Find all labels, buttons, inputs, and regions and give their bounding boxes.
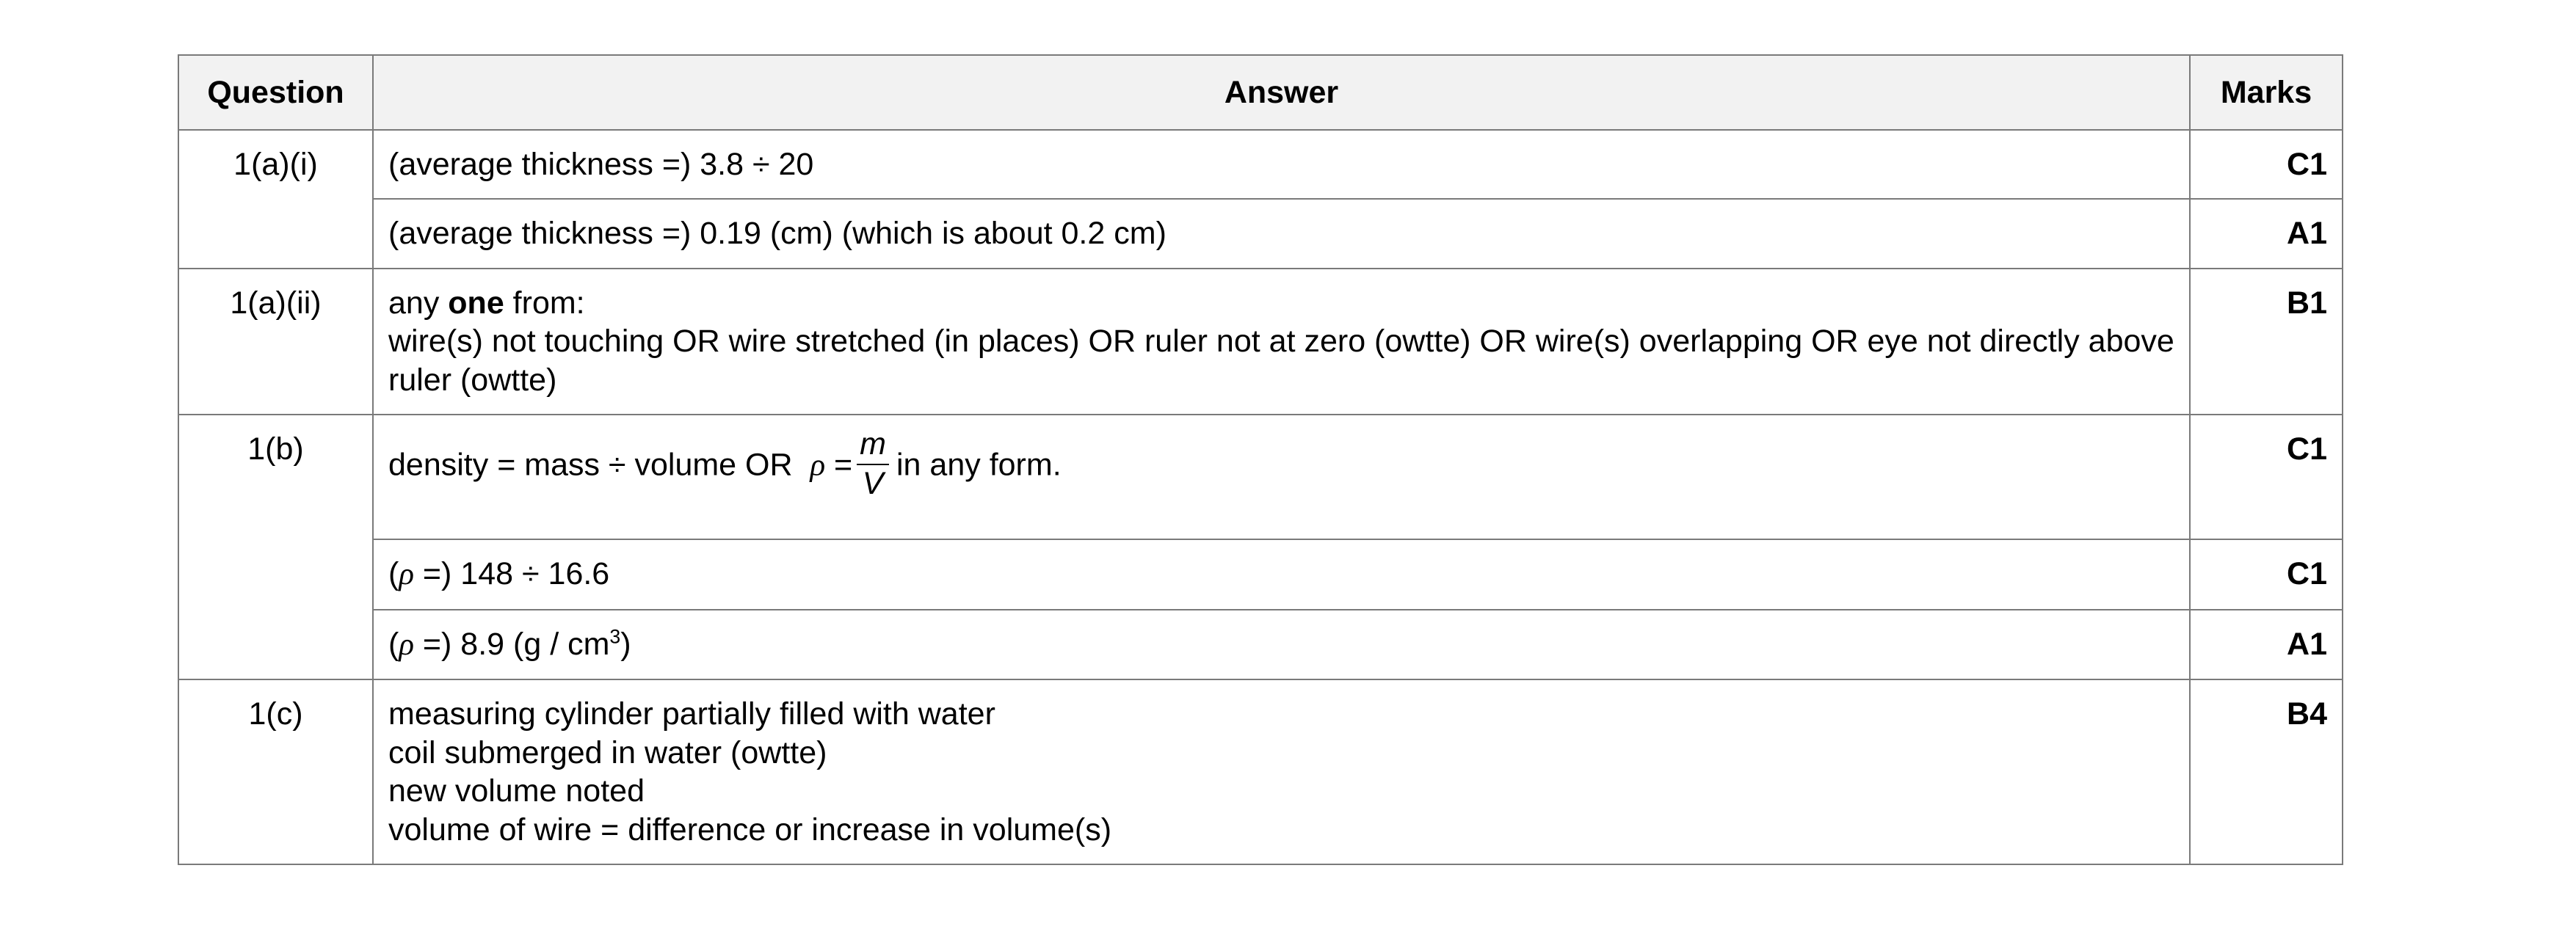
fraction-denominator: V bbox=[862, 465, 884, 501]
answer-cell bbox=[373, 539, 2190, 609]
answer-cell bbox=[373, 130, 2190, 199]
answer-text bbox=[388, 625, 2177, 664]
header-row bbox=[178, 55, 2343, 130]
mark-cell: B1 bbox=[2190, 269, 2343, 415]
mark-cell: C1 bbox=[2190, 130, 2343, 199]
answer-options: wire(s) not touching OR wire stretched (in places) OR ruler not at zero (owtte) OR wire(s) overlapping OR eye not directly above ruler (owtte) bbox=[388, 324, 2174, 398]
answer-text: (average thickness =) 3.8 ÷ 20 bbox=[388, 147, 814, 182]
unit-exponent: 3 bbox=[609, 625, 621, 648]
fraction bbox=[857, 427, 889, 501]
answer-cell bbox=[373, 679, 2190, 864]
table-row bbox=[178, 415, 2343, 539]
question-column-header: Question bbox=[178, 55, 373, 130]
answer-suffix: from: bbox=[504, 285, 585, 321]
open-paren: ( bbox=[388, 626, 399, 662]
table-row bbox=[178, 269, 2343, 415]
close-paren: ) bbox=[620, 626, 631, 662]
fraction-numerator: m bbox=[857, 427, 889, 464]
answer-cell bbox=[373, 199, 2190, 268]
answer-text bbox=[388, 555, 2177, 594]
mark-cell: C1 bbox=[2190, 415, 2343, 539]
mark-cell: A1 bbox=[2190, 199, 2343, 268]
equals-sign: = bbox=[834, 447, 853, 483]
rho-symbol: ρ bbox=[399, 627, 414, 662]
answer-text: (average thickness =) 0.19 (cm) (which is about 0.2 cm) bbox=[388, 216, 1167, 252]
answer-line: coil submerged in water (owtte) bbox=[388, 734, 827, 770]
answer-prefix: density = mass ÷ volume OR bbox=[388, 447, 793, 483]
table-row bbox=[178, 539, 2343, 609]
answer-text bbox=[388, 284, 2177, 322]
answer-suffix: in any form. bbox=[896, 447, 1062, 483]
mark-cell: B4 bbox=[2190, 679, 2343, 864]
table-row bbox=[178, 130, 2343, 199]
answer-line: volume of wire = difference or increase in volume(s) bbox=[388, 812, 1112, 847]
table-row bbox=[178, 610, 2343, 679]
marks-column-header: Marks bbox=[2190, 55, 2343, 130]
question-number: 1(c) bbox=[178, 679, 373, 864]
question-number: 1(b) bbox=[178, 415, 373, 679]
answer-rest: =) 148 ÷ 16.6 bbox=[413, 556, 610, 592]
answer-line: new volume noted bbox=[388, 773, 645, 809]
mark-cell: A1 bbox=[2190, 610, 2343, 679]
answer-cell bbox=[373, 610, 2190, 679]
answer-column-header: Answer bbox=[373, 55, 2190, 130]
answer-prefix: any bbox=[388, 285, 449, 321]
mark-cell: C1 bbox=[2190, 539, 2343, 609]
mark-scheme-table bbox=[178, 54, 2343, 865]
answer-cell bbox=[373, 415, 2190, 539]
answer-cell bbox=[373, 269, 2190, 415]
table-row bbox=[178, 199, 2343, 268]
rho-symbol: ρ bbox=[399, 557, 414, 592]
answer-line: measuring cylinder partially filled with water bbox=[388, 696, 995, 732]
answer-rest: =) 8.9 (g / cm bbox=[413, 626, 610, 662]
open-paren: ( bbox=[388, 556, 399, 592]
rho-symbol: ρ bbox=[810, 448, 826, 483]
answer-emphasis: one bbox=[448, 285, 504, 321]
table-row bbox=[178, 679, 2343, 864]
answer-formula bbox=[388, 426, 2177, 504]
question-number: 1(a)(i) bbox=[178, 130, 373, 269]
question-number: 1(a)(ii) bbox=[178, 269, 373, 415]
